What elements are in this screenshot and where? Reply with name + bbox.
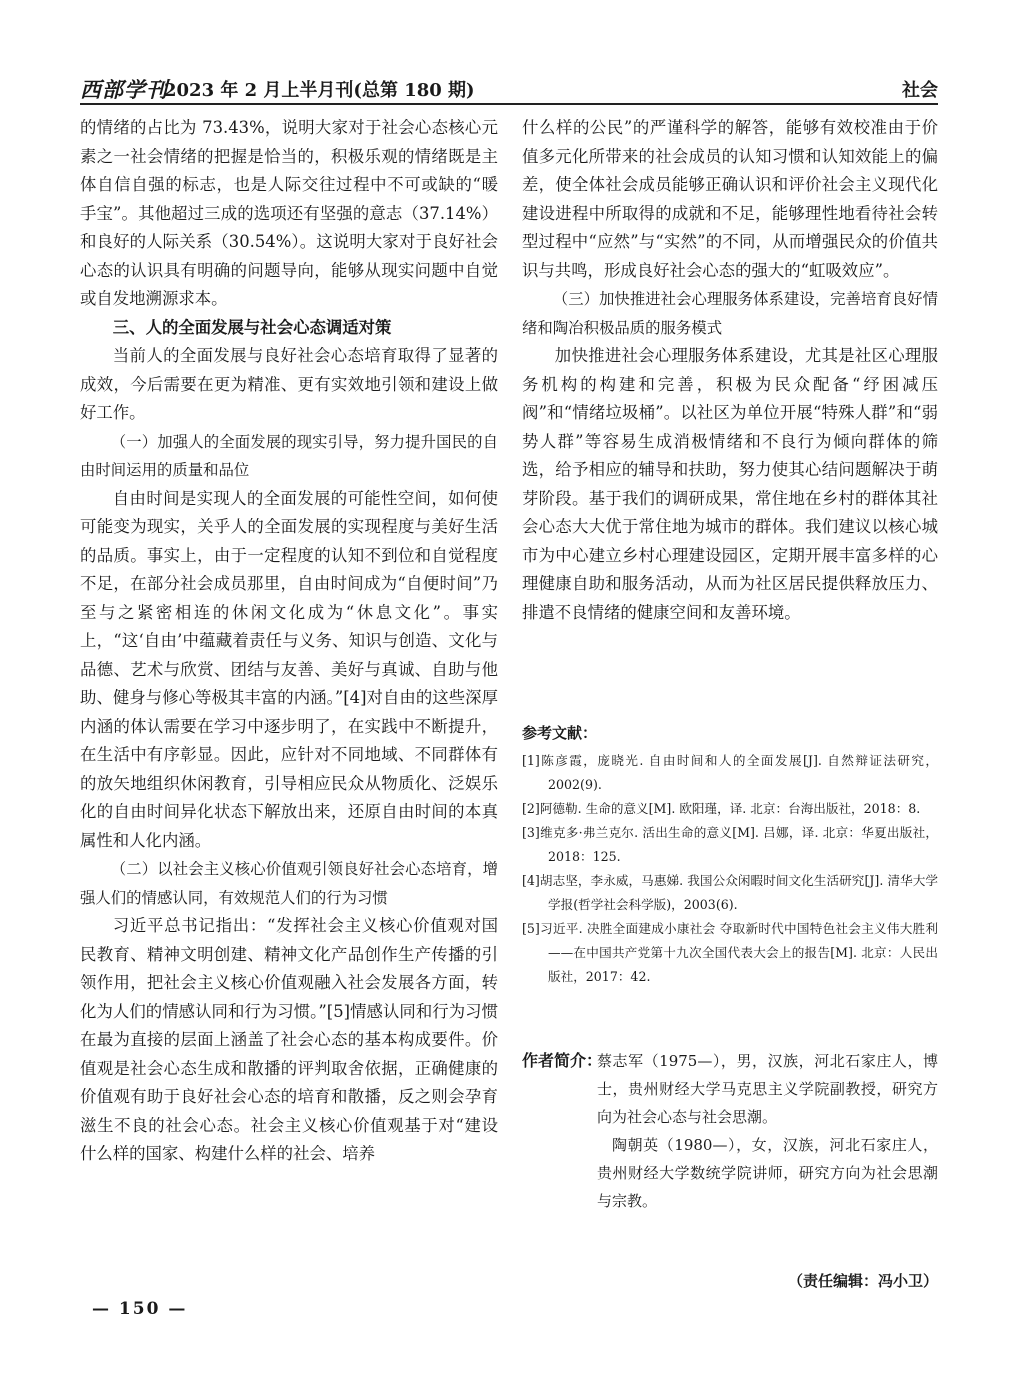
reference-item: [3]维克多·弗兰克尔. 活出生命的意义[M]. 吕娜，译. 北京：华夏出版社，2018：125. [522,825,938,864]
left-column [80,114,498,1169]
subsection-heading: （三）加快推进社会心理服务体系建设，完善培育良好情绪和陶冶积极品质的服务模式 [522,290,938,337]
author-bio-body [597,1047,938,1215]
issue-info: 2023 年 2 月上半月刊(总第 180 期) [164,80,475,101]
author-entry: 蔡志军（1975—），男，汉族，河北石家庄人，博士，贵州财经大学马克思主义学院副教授，研究方向为社会心态与社会思潮。 [597,1052,938,1126]
author-bio-label: 作者简介： [522,1051,603,1070]
reference-item: [4]胡志坚，李永威，马惠娣. 我国公众闲暇时间文化生活研究[J]. 清华大学学报(哲学社会科学版)，2003(6). [522,873,938,912]
body-paragraph: 加快推进社会心理服务体系建设，尤其是社区心理服务机构的构建和完善，积极为民众配备“纾困减压阀”和“情绪垃圾桶”。以社区为单位开展“特殊人群”和“弱势人群”等容易生成消极情绪和不良行为倾向群体的筛选，给予相应的辅导和扶助，努力使其心结问题解决于萌芽阶段。基于我们的调研成果，常住地在乡村的群体其社会心态大大优于常住地为城市的群体。我们建议以核心城市为中心建立乡村心理建设园区，定期开展丰富多样的心理健康自助和服务活动，从而为社区居民提供释放压力、排遣不良情绪的健康空间和友善环境。 [522,346,938,622]
page-number: — 150 — [92,1299,188,1319]
body-paragraph: 自由时间是实现人的全面发展的可能性空间，如何使可能变为现实，关乎人的全面发展的实现程度与美好生活的品质。事实上，由于一定程度的认知不到位和自觉程度不足，在部分社会成员那里，自由时间成为“自便时间”乃至与之紧密相连的休闲文化成为“休息文化”。事实上，“这‘自由’中蕴藏着责任与义务、知识与创造、文化与品德、艺术与欣赏、团结与友善、美好与真诚、自助与他助、健身与修心等极其丰富的内涵。”[4]对自由的这些深厚内涵的体认需要在学习中逐步明了，在实践中不断提升，在生活中有序彰显。因此，应针对不同地域、不同群体有的放矢地组织休闲教育，引导相应民众从物质化、泛娱乐化的自由时间异化状态下解放出来，还原自由时间的本真属性和人化内涵。 [80,488,498,850]
body-paragraph: 当前人的全面发展与良好社会心态培育取得了显著的成效，今后需要在更为精准、更有实效地引领和建设上做好工作。 [80,346,498,422]
journal-logo: 西部学刊 [80,77,168,102]
body-paragraph: 什么样的公民”的严谨科学的解答，能够有效校准由于价值多元化所带来的社会成员的认知习惯和认知效能上的偏差，使全体社会成员能够正确认识和评价社会主义现代化建设进程中所取得的成就和不足，能够理性地看待社会转型过程中“应然”与“实然”的不同，从而增强民众的价值共识与共鸣，形成良好社会心态的强大的“虹吸效应”。 [522,118,938,280]
responsible-editor: （责任编辑：冯小卫） [787,1272,938,1290]
section-name: 社会 [902,80,938,101]
reference-item: [5]习近平. 决胜全面建成小康社会 夺取新时代中国特色社会主义伟大胜利——在中国共产党第十九次全国代表大会上的报告[M]. 北京：人民出版社，2017：42. [522,921,938,984]
body-paragraph: 的情绪的占比为 73.43%，说明大家对于社会心态核心元素之一社会情绪的把握是恰当的，积极乐观的情绪既是主体自信自强的标志，也是人际交往过程中不可或缺的“暖手宝”。其他超过三成的选项还有坚强的意志（37.14%）和良好的人际关系（30.54%）。这说明大家对于良好社会心态的认识具有明确的问题导向，能够从现实问题中自觉或自发地溯源求本。 [80,118,498,308]
subsection-heading: （二）以社会主义核心价值观引领良好社会心态培育，增强人们的情感认同，有效规范人们的行为习惯 [80,860,498,907]
header-rule [80,103,938,105]
body-paragraph: 习近平总书记指出：“发挥社会主义核心价值观对国民教育、精神文明创建、精神文化产品创作生产传播的引领作用，把社会主义核心价值观融入社会发展各方面，转化为人们的情感认同和行为习惯。”[5]情感认同和行为习惯在最为直接的层面上涵盖了社会心态的基本构成要件。价值观是社会心态生成和散播的评判取舍依据，正确健康的价值观有助于良好社会心态的培育和散播，反之则会孕育滋生不良的社会心态。社会主义核心价值观基于对“建设什么样的国家、构建什么样的社会、培养 [80,916,498,1163]
right-column [522,114,938,627]
reference-item: [1]陈彦霞，庞晓光. 自由时间和人的全面发展[J]. 自然辩证法研究，2002(9). [522,753,938,792]
subsection-heading: （一）加强人的全面发展的现实引导，努力提升国民的自由时间运用的质量和品位 [80,432,498,479]
references-title: 参考文献： [522,724,598,742]
references [522,722,938,989]
author-entry: 陶朝英（1980—），女，汉族，河北石家庄人，贵州财经大学数统学院讲师，研究方向为社会思潮与宗教。 [597,1136,938,1210]
reference-item: [2]阿德勒. 生命的意义[M]. 欧阳瑾，译. 北京：台海出版社，2018：8. [522,801,921,816]
section-heading: 三、人的全面发展与社会心态调适对策 [112,317,392,337]
running-header [80,70,938,104]
author-bio [522,1047,938,1215]
